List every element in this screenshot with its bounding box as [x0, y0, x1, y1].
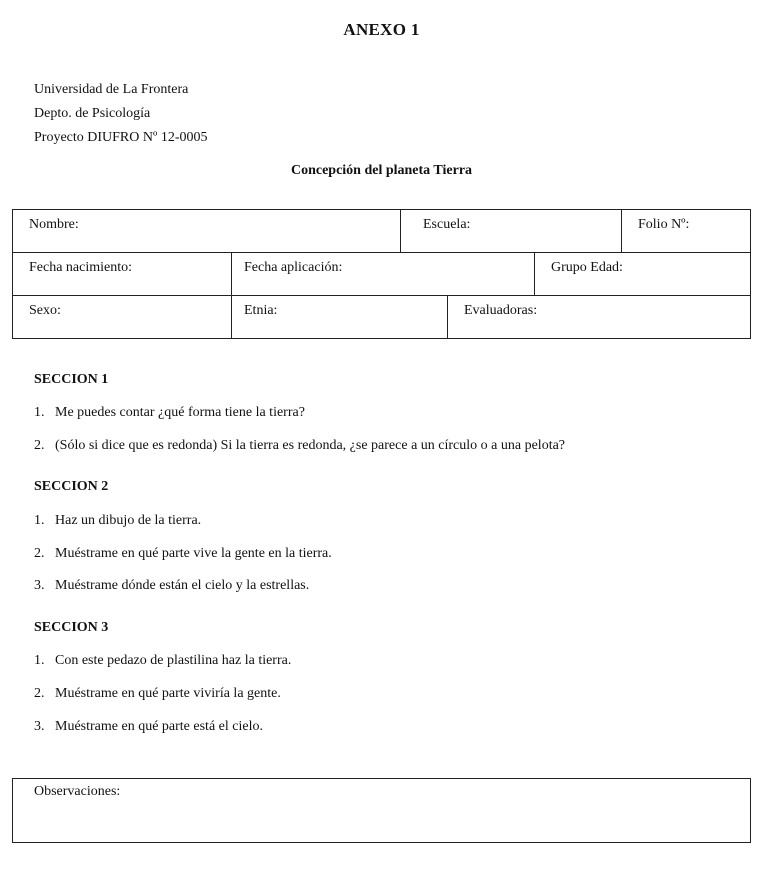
participant-form [12, 209, 751, 339]
form-subtitle: Concepción del planeta Tierra [290, 163, 473, 178]
institution-block [34, 78, 208, 150]
item-text: (Sólo si dice que es redonda) Si la tierra es redonda, ¿se parece a un círculo o a una pelota? [55, 438, 566, 453]
section-title: SECCION 3 [34, 620, 109, 635]
form-row [13, 296, 750, 338]
item-text: Muéstrame en qué parte está el cielo. [55, 719, 263, 734]
item-text: Muéstrame en qué parte viviría la gente. [55, 686, 281, 701]
grupo-edad-field[interactable]: Grupo Edad: [534, 253, 752, 295]
item-number: 3. [34, 719, 45, 734]
item-text: Con este pedazo de plastilina haz la tierra. [55, 653, 292, 668]
folio-field[interactable]: Folio Nº: [621, 210, 752, 252]
item-number: 1. [34, 405, 45, 420]
evaluadoras-field[interactable]: Evaluadoras: [447, 296, 752, 338]
department-name: Depto. de Psicología [34, 106, 151, 121]
list-item [34, 405, 305, 421]
item-number: 1. [34, 513, 45, 528]
list-item [34, 438, 565, 454]
item-number: 2. [34, 686, 45, 701]
list-item [34, 578, 309, 594]
item-text: Haz un dibujo de la tierra. [55, 513, 202, 528]
item-number: 1. [34, 653, 45, 668]
fecha-nacimiento-field[interactable]: Fecha nacimiento: [29, 260, 133, 275]
document-title: ANEXO 1 [343, 20, 420, 39]
observations-label: Observaciones: [34, 784, 121, 799]
item-number: 2. [34, 546, 45, 561]
list-item [34, 686, 281, 702]
item-text: Me puedes contar ¿qué forma tiene la tierra? [55, 405, 305, 420]
nombre-field[interactable]: Nombre: [29, 217, 79, 232]
escuela-field[interactable]: Escuela: [400, 210, 621, 252]
section-title: SECCION 2 [34, 479, 109, 494]
item-text: Muéstrame en qué parte vive la gente en la tierra. [55, 546, 332, 561]
section-title: SECCION 1 [34, 372, 109, 387]
item-number: 2. [34, 438, 45, 453]
observations-box[interactable] [12, 778, 751, 843]
form-row [13, 253, 750, 296]
university-name: Universidad de La Frontera [34, 82, 189, 97]
list-item [34, 719, 263, 735]
list-item [34, 546, 332, 562]
form-row [13, 210, 750, 253]
list-item [34, 513, 201, 529]
fecha-aplicacion-field[interactable]: Fecha aplicación: [231, 253, 534, 295]
item-number: 3. [34, 578, 45, 593]
etnia-field[interactable]: Etnia: [231, 296, 447, 338]
sexo-field[interactable]: Sexo: [29, 303, 61, 318]
list-item [34, 653, 291, 669]
project-code: Proyecto DIUFRO Nº 12-0005 [34, 130, 208, 145]
item-text: Muéstrame dónde están el cielo y la estrellas. [55, 578, 310, 593]
